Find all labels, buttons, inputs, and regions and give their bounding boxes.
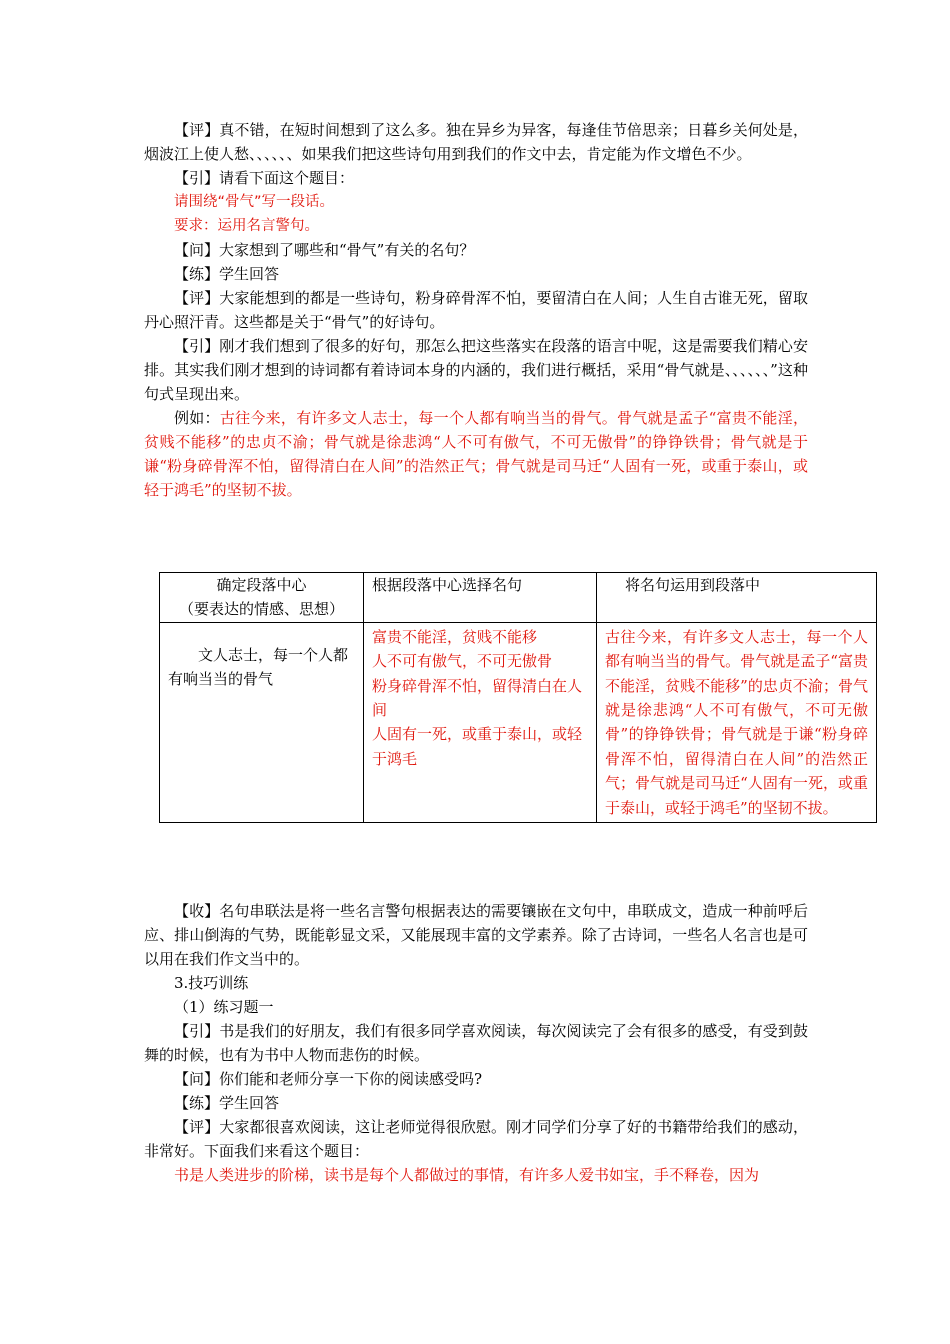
method-table — [159, 572, 877, 823]
paragraph-intro-1: 【引】请看下面这个题目： — [174, 169, 355, 187]
paragraph-comment-1: 【评】真不错，在短时间想到了这么多。独在异乡为异客，每逢佳节倍思亲；日暮乡关何处是，烟波江上使人愁、、、、、、如果我们把这些诗句用到我们的作文中去，肯定能为作文增色不少。 — [144, 121, 808, 163]
header-center — [160, 573, 364, 623]
quote-item: 粉身碎骨浑不怕，留得清白在人间 — [372, 676, 583, 720]
quote-item: 人不可有傲气，不可无傲骨 — [372, 652, 553, 671]
paragraph-comment-3: 【评】大家都很喜欢阅读，这让老师觉得很欣慰。刚才同学们分享了好的书籍带给我们的感动，非常好。下面我们来看这个题目： — [144, 1118, 808, 1160]
paragraph-practice-2: 【练】学生回答 — [174, 1094, 280, 1112]
task-requirement: 要求：运用名言警句。 — [174, 218, 319, 234]
paragraph-question-2: 【问】你们能和老师分享一下你的阅读感受吗? — [174, 1070, 483, 1088]
document-body — [144, 118, 808, 502]
paragraph-intro-3: 【引】书是我们的好朋友，我们有很多同学喜欢阅读，每次阅读完了会有很多的感受，有受到鼓舞的时候，也有为书中人物而悲伤的时候。 — [144, 1022, 808, 1064]
exercise-text: 书是人类进步的阶梯，读书是每个人都做过的事情，有许多人爱书如宝，手不释卷，因为 — [174, 1166, 760, 1184]
cell-quotes — [364, 622, 597, 822]
paragraph-summary: 【收】名句串联法是将一些名言警句根据表达的需要镶嵌在文句中，串联成文，造成一种前呼后应、排山倒海的气势，既能彰显文采，又能展现丰富的文学素养。除了古诗词，一些名人名言也是可以用在我们作文当中的。 — [144, 902, 808, 968]
example-label: 例如： — [174, 409, 220, 427]
paragraph-comment-2: 【评】大家能想到的都是一些诗句，粉身碎骨浑不怕，要留清白在人间；人生自古谁无死，留取丹心照汗青。这些都是关于“骨气”的好诗句。 — [144, 289, 808, 331]
paragraph-practice-1: 【练】学生回答 — [174, 265, 280, 283]
exercise-heading: （1）练习题一 — [174, 998, 274, 1016]
header-apply: 将名句运用到段落中 — [597, 573, 877, 623]
cell-center: 文人志士，每一个人都有响当当的骨气 — [160, 622, 364, 822]
paragraph-intro-2: 【引】刚才我们想到了很多的好句，那怎么把这些落实在段落的语言中呢，这是需要我们精心安排。其实我们刚才想到的诗词都有着诗词本身的内涵的，我们进行概括，采用“骨气就是、、、、、、”这种句式呈现出来。 — [144, 337, 808, 403]
table-header-row — [160, 573, 877, 623]
task-prompt: 请围绕“骨气”写一段话。 — [174, 194, 335, 210]
header-center-line1: 确定段落中心 — [216, 576, 307, 594]
cell-paragraph: 古往今来，有许多文人志士，每一个人都有响当当的骨气。骨气就是孟子“富贵不能淫，贫贱不能移”的忠贞不渝；骨气就是徐悲鸿“人不可有傲气，不可无傲骨”的铮铮铁骨；骨气就是于谦“粉身碎骨浑不怕，留得清白在人间”的浩然正气；骨气就是司马迁“人固有一死，或重于泰山，或轻于鸿毛”的坚韧不拔。 — [597, 622, 877, 822]
section-heading: 3.技巧训练 — [174, 974, 249, 992]
quote-item: 富贵不能淫，贫贱不能移 — [372, 627, 538, 646]
header-center-line2: （要表达的情感、思想） — [178, 600, 344, 619]
header-quotes: 根据段落中心选择名句 — [364, 573, 597, 623]
document-body-continued — [144, 899, 808, 1187]
example-paragraph — [144, 406, 808, 502]
quote-item: 人固有一死，或重于泰山，或轻于鸿毛 — [372, 725, 583, 768]
table-row — [160, 622, 877, 822]
example-text: 古往今来，有许多文人志士，每一个人都有响当当的骨气。骨气就是孟子“富贵不能淫，贫贱不能移”的忠贞不渝；骨气就是徐悲鸿“人不可有傲气，不可无傲骨”的铮铮铁骨；骨气就是于谦“粉身碎骨浑不怕，留得清白在人间”的浩然正气；骨气就是司马迁“人固有一死，或重于泰山，或轻于鸿毛”的坚韧不拔。 — [144, 409, 808, 499]
paragraph-question-1: 【问】大家想到了哪些和“骨气”有关的名句？ — [174, 241, 475, 259]
